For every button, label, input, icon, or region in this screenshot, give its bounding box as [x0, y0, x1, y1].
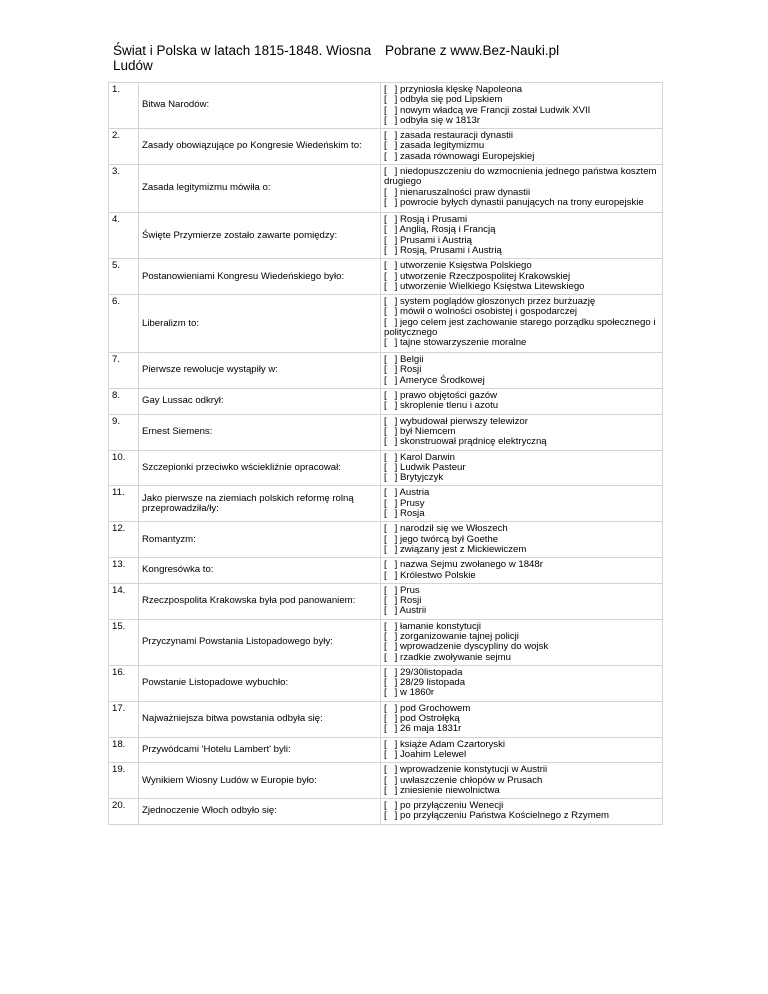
checkbox-icon[interactable]: [ ] [384, 84, 400, 95]
answer-option [384, 437, 659, 447]
answer-options [381, 583, 663, 619]
checkbox-icon[interactable]: [ ] [384, 224, 400, 236]
answer-option-label: nazwa Sejmu zwołanego w 1848r [400, 559, 543, 571]
checkbox-icon[interactable]: [ ] [384, 677, 400, 689]
answer-option-label: utworzenie Wielkiego Księstwa Litewskiego [400, 280, 585, 292]
checkbox-icon[interactable]: [ ] [384, 472, 400, 484]
answer-option [384, 688, 659, 698]
answer-option-label: odbyła się w 1813r [400, 114, 480, 126]
answer-option [384, 811, 659, 821]
question-text: Zasady obowiązujące po Kongresie Wiedeńskim to: [139, 129, 381, 165]
answer-options [381, 353, 663, 389]
answer-options [381, 737, 663, 763]
checkbox-icon[interactable]: [ ] [384, 774, 400, 786]
answer-option-label: Austrii [399, 605, 427, 617]
answer-option-label: w 1860r [400, 687, 435, 699]
question-number: 12. [109, 522, 139, 558]
quiz-row [109, 522, 663, 558]
question-text: Zjednoczenie Włoch odbyło się: [139, 799, 381, 825]
checkbox-icon[interactable]: [ ] [384, 641, 400, 653]
checkbox-icon[interactable]: [ ] [384, 400, 400, 412]
answer-option-label: powrocie byłych dynastii panujących na trony europejskie [400, 196, 644, 208]
quiz-row [109, 83, 663, 129]
checkbox-icon[interactable]: [ ] [384, 166, 400, 178]
quiz-row [109, 619, 663, 665]
question-number: 8. [109, 389, 139, 415]
answer-options [381, 619, 663, 665]
answer-option-label: po przyłączeniu Wenecji [400, 800, 504, 812]
question-text: Romantyzm: [139, 522, 381, 558]
quiz-row [109, 259, 663, 295]
answer-option [384, 318, 659, 339]
answer-option-label: zasada równowagi Europejskiej [400, 150, 535, 162]
question-number: 16. [109, 665, 139, 701]
answer-option-label: 26 maja 1831r [400, 723, 462, 735]
checkbox-icon[interactable]: [ ] [384, 543, 400, 555]
answer-option-label: łamanie konstytucji [400, 620, 482, 632]
answer-option-label: po przyłączeniu Państwa Kościelnego z Rzymem [400, 810, 610, 822]
answer-option-label: jego twórcą był Goethe [400, 533, 499, 545]
answer-option-label: był Niemcem [400, 425, 456, 437]
answer-option-label: nowym władcą we Francji został Ludwik XVII [400, 104, 591, 116]
answer-option-label: książe Adam Czartoryski [400, 738, 506, 750]
question-number: 1. [109, 83, 139, 129]
question-number: 20. [109, 799, 139, 825]
answer-option-label: utworzenie Księstwa Polskiego [400, 260, 532, 272]
checkbox-icon[interactable]: [ ] [384, 533, 400, 545]
checkbox-icon[interactable]: [ ] [384, 461, 400, 473]
answer-options [381, 259, 663, 295]
quiz-row [109, 558, 663, 584]
checkbox-icon[interactable]: [ ] [384, 651, 400, 663]
answer-options [381, 414, 663, 450]
answer-options [381, 522, 663, 558]
question-text: Przywódcami 'Hotelu Lambert' byli: [139, 737, 381, 763]
answer-option [384, 282, 659, 292]
checkbox-icon[interactable]: [ ] [384, 114, 400, 126]
answer-option-label: Królestwo Polskie [400, 569, 476, 581]
answer-option-label: Prusami i Austrią [400, 234, 472, 246]
checkbox-icon[interactable]: [ ] [384, 810, 400, 822]
answer-option [384, 750, 659, 760]
checkbox-icon[interactable]: [ ] [384, 306, 400, 318]
checkbox-icon[interactable]: [ ] [384, 738, 400, 750]
answer-option-label: Karol Darwin [400, 451, 455, 463]
checkbox-icon[interactable]: [ ] [384, 234, 400, 246]
quiz-row [109, 129, 663, 165]
answer-option-label: pod Grochowem [400, 702, 471, 714]
answer-options [381, 558, 663, 584]
answer-option [384, 167, 659, 188]
answer-options [381, 295, 663, 353]
document-source: Pobrane z www.Bez-Nauki.pl [385, 43, 560, 58]
answer-option-label: rzadkie zwoływanie sejmu [400, 651, 511, 663]
checkbox-icon[interactable]: [ ] [384, 186, 400, 198]
answer-option [384, 724, 659, 734]
answer-options [381, 83, 663, 129]
answer-option-label: Joahim Lelewel [400, 748, 467, 760]
checkbox-icon[interactable]: [ ] [384, 354, 400, 366]
checkbox-icon[interactable]: [ ] [384, 764, 400, 776]
quiz-row [109, 295, 663, 353]
question-text: Jako pierwsze na ziemiach polskich reformę rolną przeprowadziła/ły: [139, 486, 381, 522]
answer-option-label: wybudował pierwszy telewizor [400, 415, 528, 427]
answer-options [381, 450, 663, 486]
answer-option-label: system poglądów głoszonych przez burżuazję [400, 296, 596, 308]
answer-option-label: wprowadzenie konstytucji w Austrii [400, 764, 548, 776]
answer-option-label: zasada restauracji dynastii [400, 130, 514, 142]
checkbox-icon[interactable]: [ ] [384, 270, 400, 282]
checkbox-icon[interactable]: [ ] [384, 425, 400, 437]
question-number: 3. [109, 165, 139, 213]
answer-option-label: odbyła się pod Lipskiem [400, 94, 503, 106]
answer-option [384, 571, 659, 581]
answer-option-label: Prusy [400, 497, 425, 509]
checkbox-icon[interactable]: [ ] [384, 559, 400, 571]
answer-option-label: Ameryce Środkowej [399, 374, 485, 386]
answer-option [384, 586, 659, 596]
quiz-row [109, 165, 663, 213]
answer-option-label: uwłaszczenie chłopów w Prusach [400, 774, 543, 786]
checkbox-icon[interactable]: [ ] [384, 620, 400, 632]
question-text: Wynikiem Wiosny Ludów w Europie było: [139, 763, 381, 799]
quiz-row [109, 799, 663, 825]
checkbox-icon[interactable]: [ ] [384, 364, 400, 376]
answer-option [384, 376, 659, 386]
checkbox-icon[interactable]: [ ] [384, 508, 400, 520]
answer-option [384, 401, 659, 411]
checkbox-icon[interactable]: [ ] [384, 280, 400, 292]
answer-option-label: 28/29 listopada [400, 677, 466, 689]
answer-option-label: Belgii [400, 354, 424, 366]
answer-options [381, 665, 663, 701]
answer-option-label: skroplenie tlenu i azotu [400, 400, 499, 412]
answer-options [381, 389, 663, 415]
answer-option-label: Brytyjczyk [400, 472, 444, 484]
answer-options [381, 799, 663, 825]
checkbox-icon[interactable]: [ ] [384, 569, 400, 581]
question-number: 19. [109, 763, 139, 799]
answer-option-label: utworzenie Rzeczpospolitej Krakowskiej [400, 270, 571, 282]
question-number: 7. [109, 353, 139, 389]
question-text: Bitwa Narodów: [139, 83, 381, 129]
answer-option [384, 246, 659, 256]
answer-options [381, 165, 663, 213]
answer-option-label: mówił o wolności osobistej i gospodarczej [400, 306, 578, 318]
question-text: Szczepionki przeciwko wściekliźnie opracował: [139, 450, 381, 486]
answer-option-label: Rosji [400, 595, 422, 607]
question-text: Kongresówka to: [139, 558, 381, 584]
answer-option-label: wprowadzenie dyscypliny do wojsk [400, 641, 549, 653]
checkbox-icon[interactable]: [ ] [384, 316, 400, 328]
question-number: 9. [109, 414, 139, 450]
checkbox-icon[interactable]: [ ] [384, 687, 400, 699]
answer-option-label: Austria [399, 487, 430, 499]
answer-options [381, 129, 663, 165]
answer-option [384, 499, 659, 509]
answer-option-label: Rosja [400, 508, 425, 520]
answer-option-label: zasada legitymizmu [400, 140, 485, 152]
checkbox-icon[interactable]: [ ] [384, 748, 400, 760]
question-text: Przyczynami Powstania Listopadowego były: [139, 619, 381, 665]
question-text: Rzeczpospolita Krakowska była pod panowaniem: [139, 583, 381, 619]
question-number: 13. [109, 558, 139, 584]
checkbox-icon[interactable]: [ ] [384, 244, 400, 256]
question-number: 2. [109, 129, 139, 165]
question-number: 15. [109, 619, 139, 665]
answer-option-label: Rosji [400, 364, 422, 376]
question-number: 6. [109, 295, 139, 353]
question-text: Postanowieniami Kongresu Wiedeńskiego było: [139, 259, 381, 295]
answer-option-label: Anglią, Rosją i Francją [399, 224, 496, 236]
answer-option [384, 198, 659, 208]
answer-option [384, 355, 659, 365]
checkbox-icon[interactable]: [ ] [384, 487, 400, 499]
answer-option-label: Ludwik Pasteur [400, 461, 466, 473]
answer-option-label: 29/30listopada [400, 666, 463, 678]
answer-option-label: zniesienie niewolnictwa [400, 784, 500, 796]
quiz-row [109, 414, 663, 450]
checkbox-icon[interactable]: [ ] [384, 337, 400, 349]
quiz-row [109, 486, 663, 522]
question-number: 4. [109, 213, 139, 259]
question-number: 11. [109, 486, 139, 522]
checkbox-icon[interactable]: [ ] [384, 666, 400, 678]
answer-options [381, 213, 663, 259]
quiz-row [109, 583, 663, 619]
checkbox-icon[interactable]: [ ] [384, 784, 400, 796]
answer-option-label: pod Ostrołęką [400, 713, 460, 725]
answer-option-label: skonstruował prądnicę elektryczną [400, 436, 547, 448]
checkbox-icon[interactable]: [ ] [384, 713, 400, 725]
checkbox-icon[interactable]: [ ] [384, 595, 400, 607]
answer-option-label: narodził się we Włoszech [400, 523, 508, 535]
checkbox-icon[interactable]: [ ] [384, 150, 400, 162]
checkbox-icon[interactable]: [ ] [384, 415, 400, 427]
question-number: 5. [109, 259, 139, 295]
quiz-row [109, 213, 663, 259]
quiz-row [109, 737, 663, 763]
answer-option-label: tajne stowarzyszenie moralne [400, 337, 527, 349]
question-text: Gay Lussac odkrył: [139, 389, 381, 415]
answer-option-label: jego celem jest zachowanie starego porządku społecznego i politycznego [384, 316, 656, 339]
answer-option [384, 152, 659, 162]
checkbox-icon[interactable]: [ ] [384, 630, 400, 642]
question-number: 17. [109, 701, 139, 737]
checkbox-icon[interactable]: [ ] [384, 104, 400, 116]
checkbox-icon[interactable]: [ ] [384, 584, 400, 596]
answer-option [384, 473, 659, 483]
checkbox-icon[interactable]: [ ] [384, 451, 400, 463]
quiz-row [109, 450, 663, 486]
checkbox-icon[interactable]: [ ] [384, 800, 400, 812]
answer-option-label: przyniosła klęskę Napoleona [400, 84, 523, 95]
answer-option-label: Prus [400, 584, 420, 596]
checkbox-icon[interactable]: [ ] [384, 436, 400, 448]
question-text: Powstanie Listopadowe wybuchło: [139, 665, 381, 701]
answer-options [381, 701, 663, 737]
checkbox-icon[interactable]: [ ] [384, 214, 400, 226]
checkbox-icon[interactable]: [ ] [384, 497, 400, 509]
answer-option [384, 116, 659, 126]
question-number: 10. [109, 450, 139, 486]
quiz-row [109, 353, 663, 389]
answer-options [381, 486, 663, 522]
question-number: 18. [109, 737, 139, 763]
quiz-row [109, 763, 663, 799]
checkbox-icon[interactable]: [ ] [384, 94, 400, 106]
question-text: Pierwsze rewolucje wystąpiły w: [139, 353, 381, 389]
answer-option [384, 509, 659, 519]
answer-option-label: nienaruszalności praw dynastii [400, 186, 531, 198]
checkbox-icon[interactable]: [ ] [384, 296, 400, 308]
checkbox-icon[interactable]: [ ] [384, 702, 400, 714]
answer-options [381, 763, 663, 799]
question-text: Ernest Siemens: [139, 414, 381, 450]
question-text: Najważniejsza bitwa powstania odbyła się: [139, 701, 381, 737]
checkbox-icon[interactable]: [ ] [384, 723, 400, 735]
answer-option [384, 545, 659, 555]
question-number: 14. [109, 583, 139, 619]
answer-option-label: niedopuszczeniu do wzmocnienia jednego państwa kosztem drugiego [384, 166, 657, 188]
document-title: Świat i Polska w latach 1815-1848. Wiosna Ludów [113, 43, 372, 73]
question-text: Święte Przymierze zostało zawarte pomiędzy: [139, 213, 381, 259]
quiz-row [109, 665, 663, 701]
question-text: Zasada legitymizmu mówiła o: [139, 165, 381, 213]
answer-option [384, 786, 659, 796]
answer-option [384, 488, 659, 498]
checkbox-icon[interactable]: [ ] [384, 140, 400, 152]
answer-option-label: Rosją i Prusami [400, 214, 468, 226]
checkbox-icon[interactable]: [ ] [384, 605, 400, 617]
checkbox-icon[interactable]: [ ] [384, 374, 400, 386]
checkbox-icon[interactable]: [ ] [384, 260, 400, 272]
answer-option-label: Rosją, Prusami i Austrią [400, 244, 502, 256]
answer-option-label: prawo objętości gazów [400, 390, 498, 402]
checkbox-icon[interactable]: [ ] [384, 196, 400, 208]
answer-option [384, 606, 659, 616]
checkbox-icon[interactable]: [ ] [384, 130, 400, 142]
checkbox-icon[interactable]: [ ] [384, 523, 400, 535]
answer-option [384, 653, 659, 663]
checkbox-icon[interactable]: [ ] [384, 390, 400, 402]
answer-option [384, 338, 659, 348]
answer-option-label: zorganizowanie tajnej policji [400, 630, 519, 642]
question-text: Liberalizm to: [139, 295, 381, 353]
quiz-row [109, 389, 663, 415]
quiz-table [108, 82, 663, 825]
answer-option-label: związany jest z Mickiewiczem [400, 543, 527, 555]
quiz-row [109, 701, 663, 737]
